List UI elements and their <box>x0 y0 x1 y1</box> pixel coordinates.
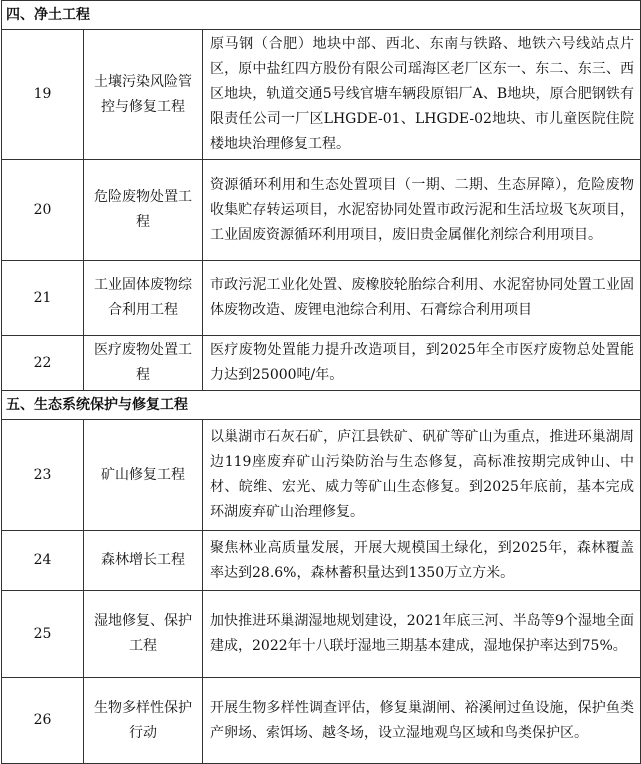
table-row <box>2 30 641 160</box>
project-content: 医疗废物处置能力提升改造项目，到2025年全市医疗废物总处置能力达到25000吨/年。 <box>203 336 641 391</box>
project-content: 加快推进环巢湖湿地规划建设，2021年底三河、半岛等9个湿地全面建成，2022年十八联圩湿地三期基本建成，湿地保护率达到75%。 <box>203 591 641 678</box>
table-row <box>2 531 641 591</box>
project-name: 矿山修复工程 <box>84 420 203 531</box>
project-content: 聚焦林业高质量发展，开展大规模国土绿化，到2025年，森林覆盖率达到28.6%，森林蓄积量达到1350万立方米。 <box>203 531 641 591</box>
table-row <box>2 336 641 391</box>
project-content: 以巢湖市石灰石矿，庐江县铁矿、矾矿等矿山为重点，推进环巢湖周边119座废弃矿山污染防治与生态修复，高标准按期完成钟山、中材、皖维、宏光、威力等矿山生态修复。到2025年底前，基本完成环湖废弃矿山治理修复。 <box>203 420 641 531</box>
project-name: 危险废物处置工程 <box>84 160 203 261</box>
table-row <box>2 261 641 336</box>
table-row <box>2 591 641 678</box>
row-number: 26 <box>2 678 84 764</box>
table-row <box>2 678 641 764</box>
project-name: 医疗废物处置工程 <box>84 336 203 391</box>
row-number: 21 <box>2 261 84 336</box>
project-content: 开展生物多样性调查评估，修复巢湖闸、裕溪闸过鱼设施，保护鱼类产卵场、索饵场、越冬场，设立湿地观鸟区域和鸟类保护区。 <box>203 678 641 764</box>
projects-table <box>1 0 641 764</box>
table-row <box>2 160 641 261</box>
project-name: 生物多样性保护行动 <box>84 678 203 764</box>
row-number: 25 <box>2 591 84 678</box>
row-number: 20 <box>2 160 84 261</box>
project-content: 资源循环利用和生态处置项目（一期、二期、生态屏障），危险废物收集贮存转运项目，水泥窑协同处置市政污泥和生活垃圾飞灰项目，工业固废资源循环利用项目，废旧贵金属催化剂综合利用项目。 <box>203 160 641 261</box>
project-name: 工业固体废物综合利用工程 <box>84 261 203 336</box>
section-header-row <box>2 1 641 30</box>
project-name: 森林增长工程 <box>84 531 203 591</box>
row-number: 19 <box>2 30 84 160</box>
table-row <box>2 420 641 531</box>
section-header-row <box>2 391 641 420</box>
project-content: 原马钢（合肥）地块中部、西北、东南与铁路、地铁六号线站点片区，原中盐红四方股份有限公司瑶海区老厂区东一、东二、东三、西区地块，轨道交通5号线官塘车辆段原铝厂A、B地块，原合肥钢铁有限责任公司一厂区LHGDE-01、LHGDE-02地块、市儿童医院住院楼地块治理修复工程。 <box>203 30 641 160</box>
row-number: 23 <box>2 420 84 531</box>
row-number: 24 <box>2 531 84 591</box>
project-name: 湿地修复、保护工程 <box>84 591 203 678</box>
row-number: 22 <box>2 336 84 391</box>
section-title: 四、净土工程 <box>2 1 641 30</box>
section-title: 五、生态系统保护与修复工程 <box>2 391 641 420</box>
project-content: 市政污泥工业化处置、废橡胶轮胎综合利用、水泥窑协同处置工业固体废物改造、废锂电池综合利用、石膏综合利用项目 <box>203 261 641 336</box>
project-name: 土壤污染风险管控与修复工程 <box>84 30 203 160</box>
